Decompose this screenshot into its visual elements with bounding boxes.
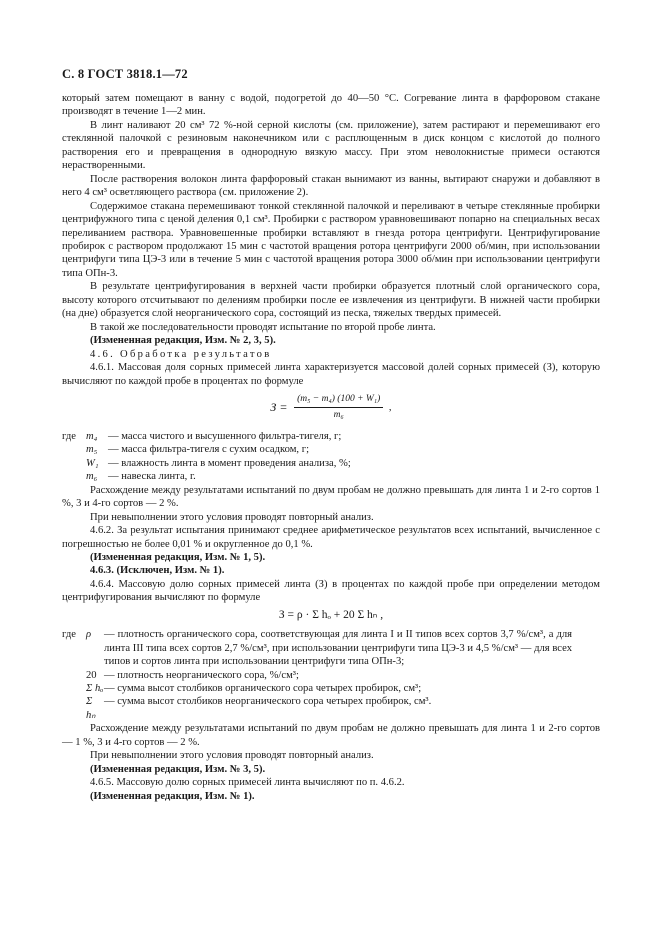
definition-text: — сумма высот столбиков органического сора четырех пробирок, см³; — [104, 683, 422, 695]
formula-lhs: З = — [270, 400, 288, 415]
section-heading: 4.6. Обработка результатов — [90, 348, 272, 360]
definition-text: — плотность неорганического сора, %/см³; — [104, 669, 299, 681]
definition-prefix — [62, 457, 86, 470]
page-header: С. 8 ГОСТ 3818.1—72 — [62, 67, 188, 81]
definition-row — [62, 669, 572, 682]
definition-text: — навеска линта, г. — [108, 471, 196, 483]
definition-row — [62, 470, 351, 483]
formula-1 — [62, 393, 600, 423]
definition-symbol: Σ hₙ — [86, 696, 96, 721]
formula-tail: , — [388, 402, 392, 414]
document-body — [62, 92, 600, 803]
formula-fraction — [294, 393, 383, 423]
formula-2: З = ρ · Σ hₒ + 20 Σ hₙ , — [278, 608, 384, 621]
definition-prefix — [62, 669, 86, 682]
definition-prefix: где — [62, 629, 76, 641]
definition-row — [62, 695, 572, 722]
variable-definitions-1 — [62, 430, 351, 484]
definition-row — [62, 628, 572, 668]
definition-prefix — [62, 470, 86, 483]
paragraph: При невыполнении этого условия проводят повторный анализ. — [90, 750, 374, 762]
definition-text: — влажность линта в момент проведения анализа, %; — [108, 457, 351, 469]
paragraph: который затем помещают в ванну с водой, подогретой до 40—50 °С. Согревание линта в фарфоровом стакане производят в течение 1—2 мин. — [62, 93, 600, 118]
paragraph: В результате центрифугирования в верхней части пробирки образуется плотный слой органического сора, высоту которого отсчитывают по делениям пробирки после ее извлечения из центрифуги. В нижней части пробирки (на дне) образуется слой неорганического сора, состоящий из песка, тяжелых твердых примесей. — [62, 281, 600, 320]
definition-text: — плотность органического сора, соответствующая для линта I и II типов всех сортов 3,7 %/см³, а для линта III типа всех сортов 2,7 %/см³, при использовании центрифуги типа ЦЭ-3 и 4,5 %/см³ — для всех типов и сортов линта при использовании центрифуги типа ОПн-3; — [104, 629, 572, 668]
paragraph: В такой же последовательности проводят испытание по второй пробе линта. — [90, 321, 436, 333]
variable-definitions-2 — [62, 628, 572, 722]
definition-symbol: 20 — [86, 669, 97, 681]
definition-text: — масса фильтра-тигеля с сухим осадком, г; — [108, 444, 310, 456]
paragraph: Расхождение между результатами испытаний по двум пробам не должно превышать для линта 1 и 2-го сортов — 1 %, 3 и 4-го сортов — 2 %. — [62, 723, 600, 748]
definition-symbol: m₆ — [86, 471, 98, 483]
definition-text: — сумма высот столбиков неорганического сора четырех пробирок, см³. — [104, 696, 432, 708]
definition-symbol: Σ hₒ — [86, 683, 104, 695]
definition-prefix — [62, 695, 86, 722]
definition-symbol: m₅ — [86, 444, 98, 456]
paragraph: 4.6.5. Массовую долю сорных примесей линта вычисляют по п. 4.6.2. — [90, 777, 405, 789]
paragraph: 4.6.4. Массовую долю сорных примесей линта (З) в процентах по каждой пробе при определении методом центрифугирования вычисляют по формуле — [62, 578, 600, 604]
definition-row — [62, 443, 351, 456]
definition-symbol: m₄ — [86, 430, 98, 442]
amendment-note: (Измененная редакция, Изм. № 2, 3, 5). — [90, 335, 276, 347]
definition-row — [62, 682, 572, 695]
definition-symbol: W₁ — [86, 457, 99, 469]
definition-row — [62, 430, 351, 443]
paragraph: После растворения волокон линта фарфоровый стакан вынимают из ванны, вытирают снаружи и добавляют в него 4 см³ осветляющего раствора (см. приложение 2). — [62, 173, 600, 199]
amendment-note: (Измененная редакция, Изм. № 1). — [90, 790, 255, 802]
definition-text: — масса чистого и высушенного фильтра-тигеля, г; — [108, 430, 342, 442]
amendment-note: (Измененная редакция, Изм. № 1, 5). — [90, 551, 266, 563]
section-excluded: 4.6.3. (Исключен, Изм. № 1). — [90, 565, 225, 577]
paragraph: При невыполнении этого условия проводят повторный анализ. — [90, 511, 374, 523]
amendment-note: (Измененная редакция, Изм. № 3, 5). — [90, 763, 266, 775]
paragraph: 4.6.2. За результат испытания принимают среднее арифметическое результатов всех испытаний, вычисленное с погрешностью не более 0,01 % и округленное до 0,1 %. — [62, 525, 600, 550]
paragraph: Расхождение между результатами испытаний по двум пробам не должно превышать для линта 1 и 2-го сортов 1 %, 3 и 4-го сортов — 2 %. — [62, 484, 600, 510]
formula-denominator: m₆ — [333, 410, 344, 421]
paragraph: Содержимое стакана перемешивают тонкой стеклянной палочкой и переливают в четыре стеклянные пробирки центрифужного типа с ценой деления 0,1 см³. Пробирки с раствором уравновешивают попарно на специальных весах переливанием раствора. Уравновешенные пробирки вставляют в гнезда ротора центрифуги. Центрифугирование пробирок с раствором продолжают 15 мин с частотой вращения ротора центрифуги 2000 об/мин, при использовании центрифуги типа ЦЭ-3 или в течение 5 мин с частотой вращения ротора 3000 об/мин при использовании центрифуги типа ОПн-3. — [62, 200, 600, 279]
formula-numerator: (m₅ − m₄) (100 + W₁) — [294, 393, 383, 408]
definition-prefix: где — [62, 430, 76, 442]
definition-row — [62, 457, 351, 470]
definition-prefix — [62, 682, 86, 695]
definition-symbol: ρ — [86, 629, 92, 641]
definition-prefix — [62, 443, 86, 456]
paragraph: В линт наливают 20 см³ 72 %-ной серной кислоты (см. приложение), затем растирают и перемешивают его стеклянной палочкой с резиновым наконечником или с расплющенным в диск концом с кислотой до полного растворения его и превращения в однородную вязкую массу. При этом неволокнистые примеси остаются нерастворенными. — [62, 119, 600, 172]
paragraph: 4.6.1. Массовая доля сорных примесей линта характеризуется массовой долей сорных примесей (З), которую вычисляют по каждой пробе в процентах по формуле — [62, 362, 600, 387]
